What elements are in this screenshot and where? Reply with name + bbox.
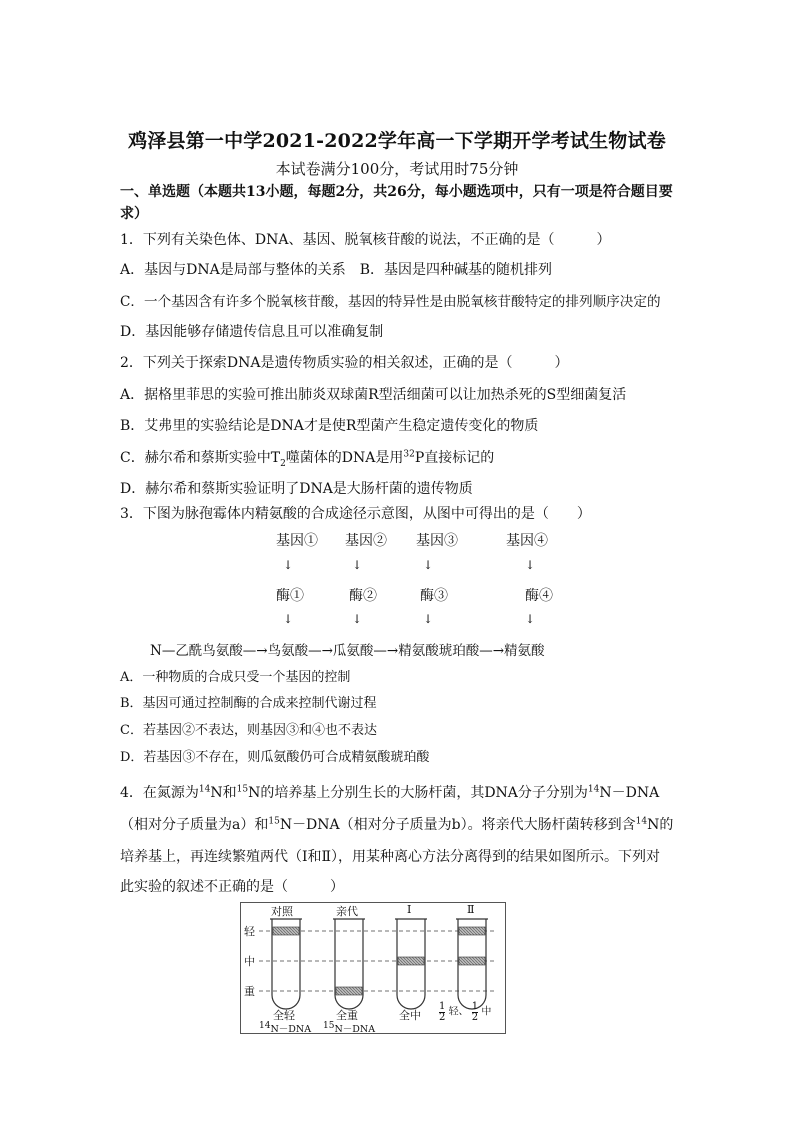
row-label-middle: 中: [244, 955, 255, 968]
fraction-denominator: 2: [471, 1012, 479, 1023]
q4-line-3: 培养基上，再连续繁殖两代（Ⅰ和Ⅱ），用某种离心方法分离得到的结果如图所示。下列对: [120, 849, 661, 865]
superscript: 15: [236, 784, 249, 795]
dna-band: [459, 957, 485, 965]
superscript: 14: [635, 816, 648, 827]
q1-options-ab: A．基因与DNA是局部与整体的关系 B．基因是四种碱基的随机排列: [120, 262, 552, 278]
result-label-gen2: [439, 1002, 491, 1023]
result-label-parent: 全重: [336, 1009, 358, 1022]
q2-option-a: A．据格里菲思的实验可推出肺炎双球菌R型活细菌可以让加热杀死的S型细菌复活: [120, 387, 627, 403]
tube-control: [270, 919, 302, 1009]
q4-text: 4．在氮源为: [120, 785, 199, 801]
fraction-numerator: 1: [471, 1001, 479, 1012]
gene-4: 基因④: [506, 533, 548, 549]
caption-text: N－DNA: [270, 1024, 312, 1035]
fraction: [472, 1002, 478, 1023]
superscript: 15: [323, 1020, 335, 1031]
dna-band: [336, 987, 362, 995]
q2-option-c-text: P直接标记的: [414, 450, 495, 466]
q4-text: N和: [210, 785, 237, 801]
arrow-down-icon: ↓: [422, 558, 434, 572]
superscript: 15: [268, 816, 280, 827]
q2-option-c-text: 噬菌体的DNA是用: [285, 450, 404, 466]
caption-text: N－DNA: [334, 1024, 376, 1035]
superscript: 32: [403, 449, 415, 460]
enzyme-4: 酶④: [525, 588, 553, 604]
pathway-line: N—乙酰鸟氨酸—→鸟氨酸—→瓜氨酸—→精氨酸琥珀酸—→精氨酸: [150, 643, 545, 659]
col-label-gen2: Ⅱ: [467, 903, 475, 916]
arrow-down-icon: ↓: [351, 612, 363, 626]
page-title: 鸡泽县第一中学2021-2022学年高一下学期开学考试生物试卷: [128, 130, 666, 152]
result-label-gen1: 全中: [399, 1009, 421, 1022]
section-heading: 一、单选题（本题共13小题，每题2分，共26分，每小题选项中，只有一项是符合题目要求）: [120, 184, 673, 222]
q4-text: （相对分子质量为a）和: [120, 817, 269, 833]
arrow-down-icon: ↓: [524, 612, 536, 626]
tube-generation-2: [456, 919, 488, 1009]
col-label-control: 对照: [271, 905, 293, 918]
q2-option-c-text: C．赫尔希和蔡斯实验中T: [120, 450, 281, 466]
exam-info: 本试卷满分100分，考试用时75分钟: [275, 160, 519, 178]
dna-band: [459, 927, 485, 935]
q3-option-b: B．基因可通过控制酶的合成来控制代谢过程: [120, 696, 377, 711]
enzyme-1: 酶①: [276, 588, 304, 604]
q4-text: N－DNA（相对分子质量为b）。将亲代大肠杆菌转移到含: [279, 817, 636, 833]
row-label-light: 轻: [244, 925, 255, 938]
col-label-parent: 亲代: [336, 905, 358, 918]
q4-line-2: [120, 814, 673, 834]
subscript: 2: [280, 458, 286, 469]
dna-band: [398, 957, 424, 965]
col-label-gen1: Ⅰ: [407, 903, 412, 916]
arrow-down-icon: ↓: [422, 612, 434, 626]
q2-stem: 2．下列关于探索DNA是遗传物质实验的相关叙述，正确的是（ ）: [120, 355, 569, 371]
result-text: 中: [481, 1006, 492, 1018]
enzyme-3: 酶③: [420, 588, 448, 604]
gene-2: 基因②: [345, 533, 387, 549]
q3-stem: 3．下图为脉孢霉体内精氨酸的合成途径示意图，从图中可得出的是（ ）: [120, 506, 591, 522]
q3-option-a: A．一种物质的合成只受一个基因的控制: [120, 670, 351, 685]
q1-option-c: C．一个基因含有许多个脱氧核苷酸，基因的特异性是由脱氧核苷酸特定的排列顺序决定的: [120, 294, 661, 310]
q4-line-1: [120, 782, 659, 802]
caption-15n-dna: [323, 1021, 375, 1035]
q4-text: N－DNA: [599, 785, 660, 801]
fraction-denominator: 2: [439, 1012, 446, 1023]
tube-parent: [333, 919, 365, 1009]
q4-line-4: 此实验的叙述不正确的是（ ）: [120, 879, 344, 895]
row-label-heavy: 重: [244, 985, 255, 998]
superscript: 14: [259, 1020, 271, 1031]
q2-option-d: D．赫尔希和蔡斯实验证明了DNA是大肠杆菌的遗传物质: [120, 481, 473, 497]
q3-option-c: C．若基因②不表达，则基因③和④也不表达: [120, 723, 377, 738]
superscript: 14: [587, 784, 600, 795]
tube-generation-1: [395, 919, 427, 1009]
q2-option-c: [120, 447, 494, 467]
q1-stem: 1．下列有关染色体、DNA、基因、脱氧核苷酸的说法，不正确的是（ ）: [120, 232, 611, 248]
gene-3: 基因③: [416, 533, 458, 549]
arrow-down-icon: ↓: [282, 612, 294, 626]
q4-text: N的培养基上分别生长的大肠杆菌，其DNA分子分别为: [248, 785, 588, 801]
q1-option-d: D．基因能够存储遗传信息且可以准确复制: [120, 324, 384, 340]
arrow-down-icon: ↓: [282, 558, 294, 572]
arrow-down-icon: ↓: [524, 558, 536, 572]
dna-band: [273, 927, 299, 935]
result-text: 轻、: [448, 1006, 469, 1018]
result-label-control: 全轻: [273, 1009, 295, 1022]
gene-1: 基因①: [276, 533, 318, 549]
superscript: 14: [198, 784, 211, 795]
fraction: [439, 1002, 445, 1023]
centrifuge-figure: [240, 902, 506, 1034]
q2-option-b: B．艾弗里的实验结论是DNA才是使R型菌产生稳定遗传变化的物质: [120, 418, 539, 434]
q4-text: N的: [647, 817, 674, 833]
arrow-down-icon: ↓: [351, 558, 363, 572]
caption-14n-dna: [259, 1021, 311, 1035]
fraction-numerator: 1: [439, 1001, 446, 1012]
enzyme-2: 酶②: [349, 588, 377, 604]
q3-option-d: D．若基因③不存在，则瓜氨酸仍可合成精氨酸琥珀酸: [120, 750, 430, 765]
